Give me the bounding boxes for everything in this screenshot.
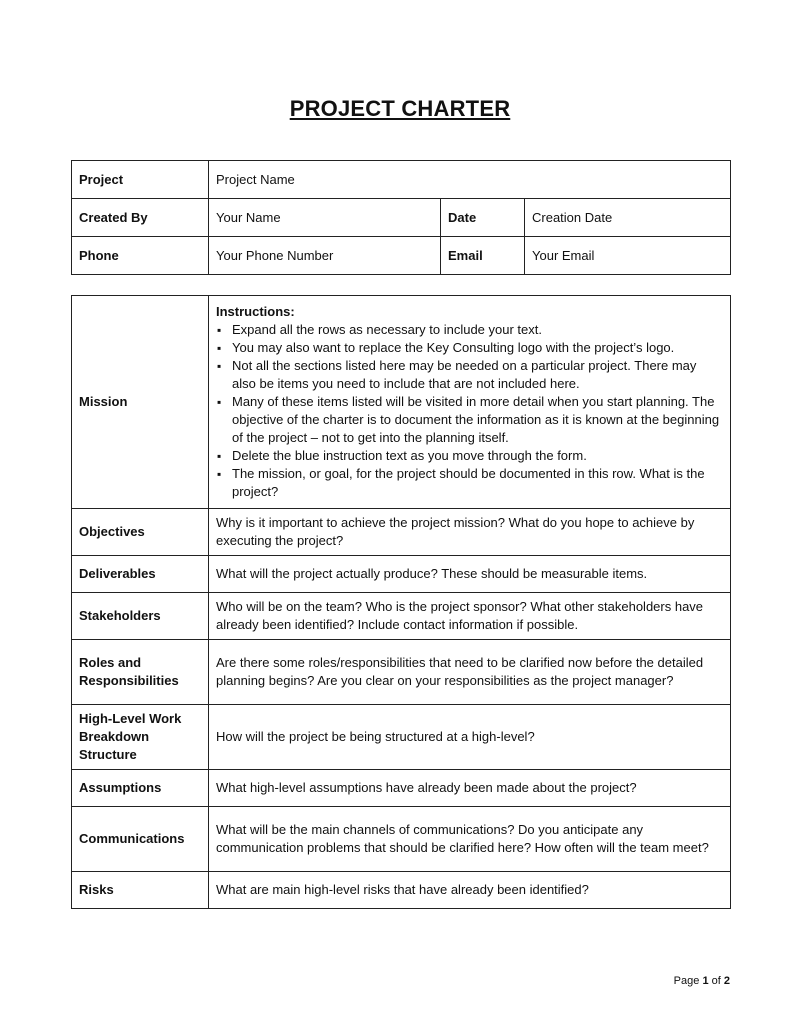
- instructions-list: [216, 321, 723, 501]
- project-info-table: [71, 160, 731, 275]
- table-row: [72, 593, 731, 640]
- list-item: ▪ Not all the sections listed here may be needed on a particular project. There may also be items you need to include that are not included here.: [232, 357, 723, 393]
- creation-date-field[interactable]: Creation Date: [525, 199, 731, 237]
- mission-field[interactable]: [209, 296, 731, 509]
- charter-sections-table: [71, 295, 731, 909]
- of-word: of: [711, 975, 721, 987]
- page-total: 2: [723, 975, 730, 987]
- table-row: [72, 807, 731, 872]
- email-label: Email: [441, 237, 525, 275]
- table-row: [72, 705, 731, 770]
- document-title: PROJECT CHARTER: [289, 96, 511, 121]
- list-item: ▪ Many of these items listed will be visited in more detail when you start planning. The objective of the charter is to document the information as it is known at the beginning of the project – not to get into the planning itself.: [232, 393, 723, 447]
- stakeholders-label: Stakeholders: [72, 593, 209, 640]
- date-label: Date: [441, 199, 525, 237]
- instructions-title: Instructions:: [216, 304, 295, 319]
- table-row: [72, 770, 731, 807]
- wbs-field[interactable]: How will the project be being structured at a high-level?: [209, 705, 731, 770]
- assumptions-label: Assumptions: [72, 770, 209, 807]
- objectives-label: Objectives: [72, 509, 209, 556]
- assumptions-field[interactable]: What high-level assumptions have already been made about the project?: [209, 770, 731, 807]
- stakeholders-field[interactable]: Who will be on the team? Who is the project sponsor? What other stakeholders have already been identified? Include contact information if possible.: [209, 593, 731, 640]
- list-item: ▪ You may also want to replace the Key Consulting logo with the project’s logo.: [232, 339, 723, 357]
- mission-row: [72, 296, 731, 509]
- risks-label: Risks: [72, 872, 209, 909]
- list-item: ▪ The mission, or goal, for the project should be documented in this row. What is the project?: [232, 465, 723, 501]
- table-row: [72, 640, 731, 705]
- roles-field[interactable]: Are there some roles/responsibilities that need to be clarified now before the detailed planning begins? Are you clear on your responsibilities as the project manager?: [209, 640, 731, 705]
- table-row: [72, 199, 731, 237]
- communications-field[interactable]: What will be the main channels of communications? Do you anticipate any communication problems that should be clarified here? How often will the team meet?: [209, 807, 731, 872]
- table-row: [72, 872, 731, 909]
- phone-field[interactable]: Your Phone Number: [209, 237, 441, 275]
- roles-label: Roles and Responsibilities: [72, 640, 209, 705]
- created-by-field[interactable]: Your Name: [209, 199, 441, 237]
- page-current: 1: [702, 975, 709, 987]
- phone-label: Phone: [72, 237, 209, 275]
- risks-field[interactable]: What are main high-level risks that have already been identified?: [209, 872, 731, 909]
- table-row: [72, 237, 731, 275]
- deliverables-label: Deliverables: [72, 556, 209, 593]
- project-name-field[interactable]: Project Name: [209, 161, 731, 199]
- objectives-field[interactable]: Why is it important to achieve the project mission? What do you hope to achieve by executing the project?: [209, 509, 731, 556]
- table-row: [72, 556, 731, 593]
- list-item: ▪ Expand all the rows as necessary to include your text.: [232, 321, 723, 339]
- mission-label: Mission: [72, 296, 209, 509]
- communications-label: Communications: [72, 807, 209, 872]
- table-row: [72, 509, 731, 556]
- wbs-label: High-Level Work Breakdown Structure: [72, 705, 209, 770]
- table-row: [72, 161, 731, 199]
- created-by-label: Created By: [72, 199, 209, 237]
- email-field[interactable]: Your Email: [525, 237, 731, 275]
- page-number: [674, 975, 730, 987]
- deliverables-field[interactable]: What will the project actually produce? These should be measurable items.: [209, 556, 731, 593]
- project-label: Project: [72, 161, 209, 199]
- page-word: Page: [673, 975, 700, 987]
- list-item: ▪ Delete the blue instruction text as you move through the form.: [232, 447, 723, 465]
